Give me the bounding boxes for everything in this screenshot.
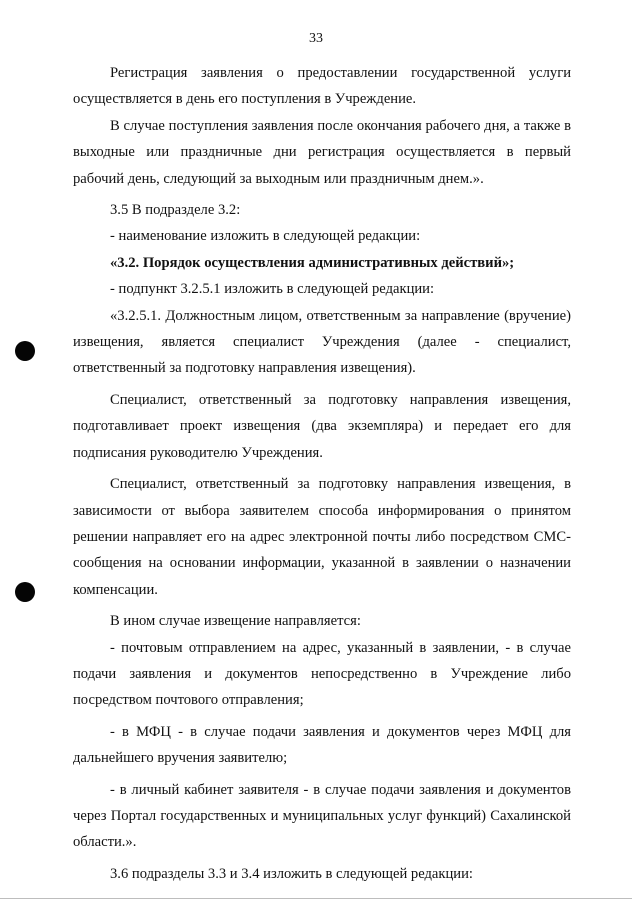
- section-heading: «3.2. Порядок осуществления административных действий»;: [110, 254, 515, 271]
- paragraph: - наименование изложить в следующей редакции:: [110, 228, 421, 245]
- document-body: [73, 60, 571, 887]
- paragraph: В случае поступления заявления после окончания рабочего дня, а также в выходные или праздничные дни регистрация осуществляется в первый рабочий день, следующий за выходным или праздничным днем.».: [73, 117, 571, 187]
- punch-hole-mark: [15, 582, 35, 602]
- page-number: 33: [309, 31, 323, 46]
- paragraph: Специалист, ответственный за подготовку направления извещения, в зависимости от выбора заявителем способа информирования о принятом решении направляет его на адрес электронной почты либо посредством СМС-сообщения на основании информации, указанной в заявлении о назначении компенсации.: [73, 476, 571, 598]
- list-item: - почтовым отправлением на адрес, указанный в заявлении, - в случае подачи заявления и документов непосредственно в Учреждение либо посредством почтового отправления;: [73, 639, 571, 709]
- paragraph: 3.5 В подразделе 3.2:: [110, 202, 241, 219]
- punch-hole-mark: [15, 341, 35, 361]
- paragraph: - подпункт 3.2.5.1 изложить в следующей редакции:: [110, 281, 435, 298]
- paragraph: 3.6 подразделы 3.3 и 3.4 изложить в следующей редакции:: [110, 865, 473, 882]
- paragraph: Регистрация заявления о предоставлении государственной услуги осуществляется в день его поступления в Учреждение.: [73, 65, 571, 108]
- list-item: - в МФЦ - в случае подачи заявления и документов через МФЦ для дальнейшего вручения заявителю;: [73, 723, 571, 767]
- paragraph: «3.2.5.1. Должностным лицом, ответственным за направление (вручение) извещения, является специалист Учреждения (далее - специалист, ответственный за подготовку направления извещения).: [73, 307, 571, 377]
- paragraph: В ином случае извещение направляется:: [110, 613, 361, 630]
- list-item: - в личный кабинет заявителя - в случае подачи заявления и документов через Портал государственных и муниципальных услуг функций) Сахалинской области.».: [73, 781, 571, 851]
- paragraph: Специалист, ответственный за подготовку направления извещения, подготавливает проект извещения (два экземпляра) и передает его для подписания руководителю Учреждения.: [73, 391, 571, 461]
- scan-edge-line: [0, 898, 632, 899]
